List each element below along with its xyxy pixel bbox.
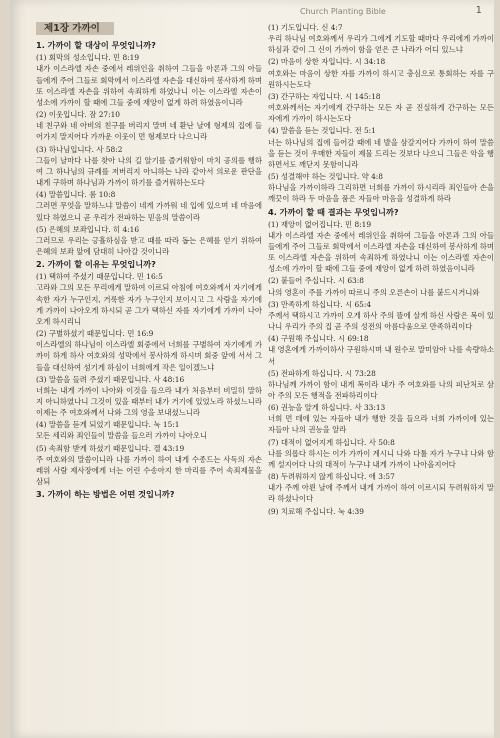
verse-text: 나의 영혼이 주를 가까이 따르니 주의 오른손이 나를 붙드시거니와	[268, 287, 480, 297]
verse-text: 여호와는 마음이 상한 자를 가까이 하시고 충심으로 통회하는 자를 구원하시는도다	[268, 68, 494, 89]
subpoint-reference: (2) 마음이 상한 자입니다. 시 34:18	[268, 57, 386, 67]
question-heading: 4. 가까이 할 때 결과는 무엇입니까?	[268, 206, 399, 217]
verse-text: 고라와 그의 모든 무리에게 말하여 이르되 아침에 여호와께서 자기에게 속한 자가 누구인지, 거룩한 자가 누구인지 보이시고 그 사람을 자기에게 가까이 나아오게 하시되 곧 그가 택하신 자를 자기에게 가까이 나아오게 하시리니	[36, 283, 262, 326]
verse-text: 주 여호와의 말씀이니라 나를 가까이 하여 내게 수종드는 사독의 자손 레위 사람 제사장에게 너는 어린 수송아지 한 마리를 주어 속죄제물을 삼되	[36, 454, 262, 487]
verse-text: 여호와께서는 자기에게 간구하는 모든 자 곧 진실하게 간구하는 모든 자에게 가까이 하시는도다	[268, 103, 494, 124]
subpoint-reference: (5) 성결해야 하는 것입니다. 약 4:8	[268, 172, 383, 182]
subpoint-reference: (4) 말씀입니다. 롬 10:8	[36, 190, 116, 200]
verse-text: 그러면 무엇을 말하느냐 말씀이 네게 가까워 네 입에 있으며 네 마음에 있다 하였으니 곧 우리가 전파하는 믿음의 말씀이라	[36, 201, 262, 222]
subpoint-reference: (3) 말씀을 들려 주셨기 때문입니다. 사 48:16	[36, 374, 185, 384]
verse-text: 너는 하나님의 집에 들어갈 때에 네 발을 삼갈지어다 가까이 하여 말씀을 듣는 것이 우매한 자들이 제물 드리는 것보다 나으니 그들은 악을 행하면서도 깨닫지 못함이니라	[268, 137, 494, 169]
right-column-content	[268, 22, 494, 517]
right-column	[268, 22, 494, 517]
subpoint-reference: (2) 구별하셨기 때문입니다. 민 16:9	[36, 329, 154, 339]
verse-text: 내가 이스라엘 자손 중에서 레위인을 취하여 그들을 아론과 그의 아들들에게 주어 그들로 회막에서 이스라엘 자손을 대신하여 봉사하게 하며 또 이스라엘 자손을 위하여 속죄하게 하였나니 이는 이스라엘 자손이 성소에 가까이 할 때에 그들 중에 재앙이 없게 하려 하였음이니라	[268, 230, 494, 274]
subpoint-reference: (5) 은혜의 보좌입니다. 히 4:16	[36, 224, 140, 234]
subpoint-reference: (8) 두려워하지 않게 하십니다. 애 3:57	[268, 472, 395, 482]
subpoint-reference: (3) 하나님입니다. 사 58:2	[36, 144, 123, 154]
verse-text: 모든 세리와 죄인들이 말씀을 들으러 가까이 나아오니	[36, 431, 208, 441]
subpoint-reference: (5) 속죄함 받게 하셨기 때문입니다. 겔 43:19	[36, 443, 185, 453]
verse-text: 우리 하나님 여호와께서 우리가 그에게 기도할 때마다 우리에게 가까이 하심과 같이 그 신이 가까이 함을 얻은 큰 나라가 어디 있느냐	[268, 34, 494, 55]
verse-text: 너희 먼 데에 있는 자들아 내가 행한 것을 들으라 너희 가까이에 있는 자들아 나의 권능을 알라	[268, 414, 494, 435]
subpoint-reference: (4) 말씀을 듣게 되었기 때문입니다. 눅 15:1	[36, 420, 180, 430]
question-heading: 2. 가까이 할 이유는 무엇입니까?	[36, 259, 156, 270]
verse-text: 내가 이스라엘 자손 중에서 레위인을 취하여 그들을 아론과 그의 아들들에게 주어 그들로 회막에서 이스라엘 자손을 대신하여 봉사하게 하며 또 이스라엘 자손을 위하여 속죄하게 하였나니 이는 이스라엘 자손이 성소에 가까이 할 때에 그들 중에 재앙이 없게 하려 하였음이니라	[36, 64, 262, 107]
chapter-title: 제1장 가까이	[36, 22, 114, 35]
subpoint-reference: (1) 재앙이 없어집니다. 민 8:19	[268, 219, 372, 229]
verse-text: 내가 주께 아뢴 날에 주께서 내게 가까이 하여 이르시되 두려워하지 말라 하셨나이다	[268, 483, 494, 504]
subpoint-reference: (1) 회막의 성소입니다. 민 8:19	[36, 53, 140, 63]
subpoint-reference: (3) 만족하게 하십니다. 시 65:4	[268, 299, 372, 309]
subpoint-reference: (4) 말씀을 듣는 것입니다. 전 5:1	[268, 126, 376, 136]
question-heading: 1. 가까이 할 대상이 무엇입니까?	[36, 40, 156, 51]
subpoint-reference: (5) 전파하게 하십니다. 시 73:28	[268, 368, 376, 378]
bible-page	[10, 0, 494, 738]
verse-text: 나를 의롭다 하시는 이가 가까이 계시니 나와 다툴 자가 누구냐 나와 함께 설지어다 나의 대적이 누구냐 내게 가까이 나아올지어다	[268, 448, 494, 469]
left-column	[36, 22, 262, 501]
subpoint-reference: (1) 기도입니다. 신 4:7	[268, 23, 343, 32]
subpoint-reference: (6) 권능을 알게 하십니다. 사 33:13	[268, 403, 386, 413]
verse-text: 이스라엘의 하나님이 이스라엘 회중에서 너희를 구별하여 자기에게 가까이 하게 하사 여호와의 성막에서 봉사하게 하시며 회중 앞에 서서 그들을 대신하여 섬기게 하심이 너희에게 작은 일이겠느냐	[36, 340, 262, 372]
verse-text: 너희는 내게 가까이 나아와 이것을 들으라 내가 처음부터 비밀히 말하지 아니하였나니 그것이 있을 때부터 내가 거기에 있었노라 하셨느니라 이제는 주 여호와께서 나와 그의 영을 보내셨느니라	[36, 385, 262, 418]
verse-text: 주께서 택하시고 가까이 오게 하사 주의 뜰에 살게 하신 사람은 복이 있나니 우리가 주의 집 곧 주의 성전의 아름다움으로 만족하리이다	[268, 310, 494, 332]
subpoint-reference: (2) 이웃입니다. 잠 27:10	[36, 110, 121, 120]
verse-text: 그들이 날마다 나를 찾아 나의 길 알기를 즐거워함이 마치 공의를 행하여 그 하나님의 규례를 저버리지 아니하는 나라 같아서 의로운 판단을 내게 구하며 하나님과 가까이 하기를 즐거워하는도다	[36, 155, 262, 188]
left-column-content	[36, 40, 262, 500]
verse-text: 하나님을 가까이하라 그리하면 너희를 가까이 하시리라 죄인들아 손을 깨끗이 하라 두 마음을 품은 자들아 마음을 성결하게 하라	[268, 183, 494, 204]
verse-text: 네 친구와 네 아비의 친구를 버리지 말며 네 환난 날에 형제의 집에 들어가지 말지어다 가까운 이웃이 먼 형제보다 나으니라	[36, 121, 262, 142]
page-number: 1	[475, 5, 482, 16]
subpoint-reference: (9) 치료해 주십니다. 눅 4:39	[268, 506, 364, 516]
verse-text: 하나님께 가까이 함이 내게 복이라 내가 주 여호와를 나의 피난처로 삼아 주의 모든 행적을 전파하리이다	[268, 379, 494, 400]
question-heading: 3. 가까이 하는 방법은 어떤 것입니까?	[36, 489, 175, 500]
subpoint-reference: (7) 대적이 없어지게 하십니다. 사 50:8	[268, 437, 395, 447]
subpoint-reference: (2) 붙들어 주십니다. 시 63:8	[268, 276, 364, 286]
verse-text: 내 영혼에게 가까이하사 구원하시며 내 원수로 말미암아 나를 속량하소서	[268, 345, 494, 366]
running-title: Church Planting Bible	[300, 7, 386, 16]
subpoint-reference: (3) 간구하는 자입니다. 시 145:18	[268, 91, 381, 101]
subpoint-reference: (4) 구원해 주십니다. 시 69:18	[268, 334, 369, 344]
subpoint-reference: (1) 택하여 주셨기 때문입니다. 민 16:5	[36, 272, 163, 282]
verse-text: 그러므로 우리는 긍휼하심을 받고 때를 따라 돕는 은혜를 얻기 위하여 은혜의 보좌 앞에 담대히 나아갈 것이니라	[36, 235, 262, 256]
